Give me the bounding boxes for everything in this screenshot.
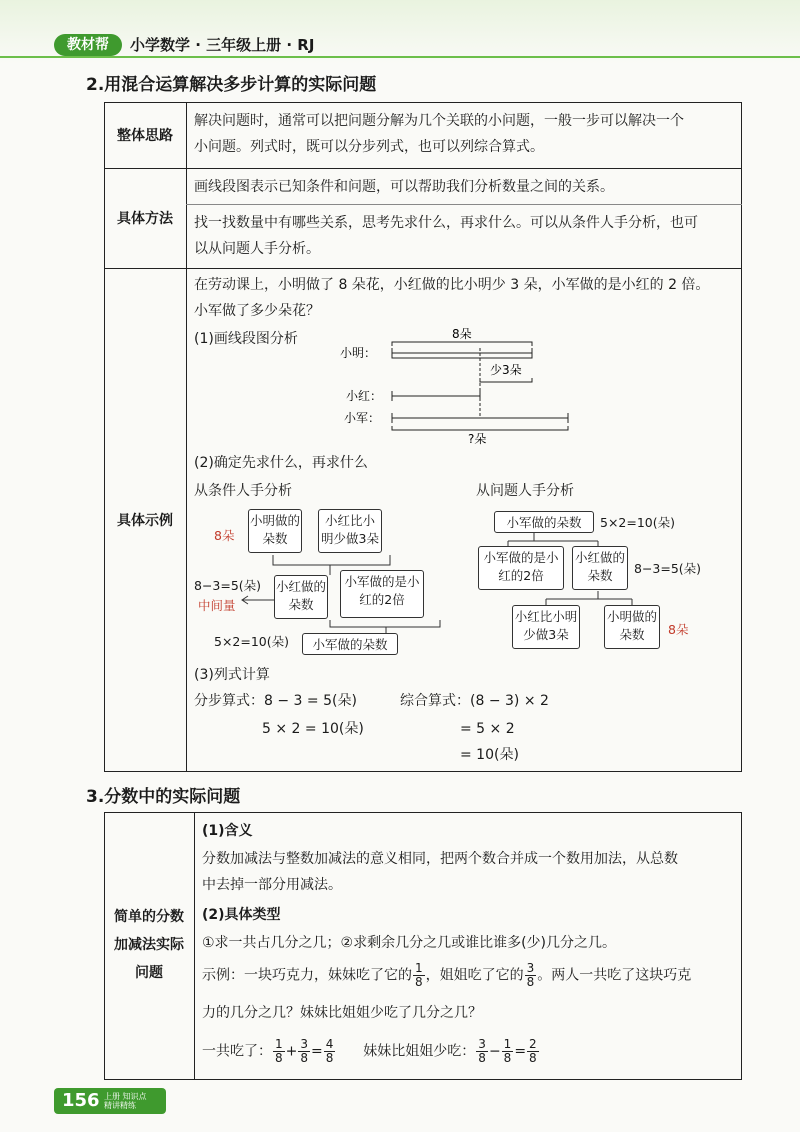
box-r-double [478,546,564,590]
types-text: ①求一共占几分之几；②求剩余几分之几或谁比谁多(少)几分之几。 [202,935,617,951]
equals-sign: = [311,1043,323,1060]
numerator: 3 [526,961,535,975]
left-calc2: 5×2=10(朵) [214,634,290,649]
denominator: 8 [415,975,423,989]
brand-badge: 教材帮 [54,34,122,56]
section2-title: 2.用混合运算解决多步计算的实际问题 [86,75,377,95]
text-line: 上册 知识点 [104,1092,147,1101]
problem-text [194,272,738,324]
label-question: ?朵 [468,432,487,446]
box-double [340,570,424,618]
box-text: 小军做的是小红的2倍 [344,574,420,607]
table-divider [186,102,187,772]
box-text: 小明做的朵数 [606,609,657,642]
overall-text [194,108,738,160]
right-n8: 8朵 [668,622,689,637]
label-xiaohong: 小红： [346,389,383,403]
box-text: 小军做的朵数 [312,637,388,652]
page-number: 156 [62,1090,100,1111]
box-r-less-three [512,605,580,649]
text-line: 找一找数量中有哪些关系，思考先求什么，再求什么。可以从条件人手分析，也可 [194,215,698,231]
header-line [0,56,800,58]
denominator: 8 [526,975,535,989]
answer-line [202,1038,540,1065]
box-xiaoming-count [248,509,302,553]
label-less: 少3朵 [490,363,522,377]
box-xiaojun-count [302,633,398,655]
row-label-method: 具体方法 [117,211,173,227]
text-span: 示例：一块巧克力，妹妹吃了它的 [202,967,412,984]
text-line: 精讲精练 [104,1101,136,1110]
numerator: 3 [300,1037,309,1051]
row-label-example: 具体示例 [117,513,173,529]
method-line-1: 画线段图表示已知条件和问题，可以帮助我们分析数量之间的关系。 [194,179,614,195]
box-xiaohong-count [274,575,328,619]
plus-sign: + [285,1043,298,1060]
text-line: 小问题。列式时，既可以分步列式，也可以列综合算式。 [194,139,544,155]
sub-separator [186,204,742,205]
label-8: 8朵 [452,327,472,341]
section3-title: 3.分数中的实际问题 [86,787,241,807]
right-calc1: 5×2=10(朵) [600,515,676,530]
fraction-4-8 [324,1038,336,1065]
text-span: ，姐姐吃了它的 [425,967,524,984]
section3-label [106,900,192,990]
meaning-text [202,846,740,898]
fraction-1-8 [413,962,425,989]
numerator: 1 [275,1037,283,1051]
step1-heading: (1)画线段图分析 [194,331,298,347]
label-text: 简单的分数加减法实际问题 [114,909,184,981]
brace-8 [392,342,532,346]
left-calc1: 8−3=5(朵) [194,578,262,593]
label-xiaojun: 小军： [344,411,381,425]
fraction-3-8 [476,1038,488,1065]
fraction-1-8 [502,1038,514,1065]
connector [273,555,390,565]
label-xiaoming: 小明： [340,346,377,360]
book-title: 小学数学 · 三年级上册 · RJ [130,36,315,54]
equals-sign: = [514,1043,527,1060]
fraction-1-8 [273,1038,285,1065]
footer-mini-text [104,1092,147,1110]
stepwise-1: 分步算式：8 − 3 = 5(朵) [194,693,357,709]
numerator: 1 [415,961,423,975]
fraction-2-8 [527,1038,539,1065]
text-line: 小军做了多少朵花？ [194,303,320,319]
numerator: 4 [325,1037,334,1051]
denominator: 8 [478,1051,486,1065]
combined-3: = 10(朵) [460,747,519,763]
text-span: 妹妹比姐姐少吃： [363,1043,476,1060]
brace-less [480,378,532,382]
box-text: 小军做的是小红的2倍 [483,550,559,583]
text-span: 一共吃了： [202,1043,272,1060]
numerator: 1 [503,1037,512,1051]
numerator: 2 [529,1037,537,1051]
right-calc2: 8−3=5(朵) [634,561,702,576]
text-line: 中去掉一部分用减法。 [202,877,342,893]
box-text: 小红做的朵数 [574,550,625,583]
header-band [0,0,800,64]
denominator: 8 [275,1051,283,1065]
stepwise-2: 5 × 2 = 10(朵) [262,721,364,737]
row-separator [104,268,742,269]
box-r-xiaojun-count [494,511,594,533]
meaning-heading: (1)含义 [202,823,253,839]
from-question-heading: 从问题人手分析 [476,483,574,499]
row-separator [104,168,742,169]
box-less-three [318,509,382,553]
table-divider [194,812,195,1080]
example-line-1 [202,962,691,989]
fraction-3-8 [298,1038,310,1065]
denominator: 8 [503,1051,512,1065]
minus-sign: − [488,1043,501,1060]
connector [330,620,440,627]
row-label-overall: 整体思路 [117,128,173,144]
box-r-xiaohong-count [572,546,628,590]
segment-diagram [340,326,600,446]
step3-heading: (3)列式计算 [194,667,270,683]
combined-1: 综合算式：(8 − 3) × 2 [400,693,549,709]
box-text: 小红比小明少做3朵 [514,609,578,642]
text-line: 解决问题时，通常可以把问题分解为几个关联的小问题，一般一步可以解决一个 [194,113,684,129]
types-heading: (2)具体类型 [202,907,281,923]
box-r-xiaoming-count [604,605,660,649]
combined-2: = 5 × 2 [460,721,515,737]
brace-question [392,426,568,430]
box-text: 小红比小明少做3朵 [321,513,379,546]
method-text [194,210,738,262]
fraction-3-8 [525,962,537,989]
box-text: 小军做的朵数 [506,515,582,530]
left-n8: 8朵 [214,528,235,543]
text-line: 以从问题人手分析。 [194,241,320,257]
text-line: 在劳动课上，小明做了 8 朵花，小红做的比小明少 3 朵，小军做的是小红的 2 倍。 [194,277,710,293]
numerator: 3 [478,1037,486,1051]
denominator: 8 [529,1051,537,1065]
step2-heading: (2)确定先求什么，再求什么 [194,455,368,471]
denominator: 8 [300,1051,309,1065]
box-text: 小明做的朵数 [249,513,300,546]
mid-quantity-label: 中间量 [198,598,236,613]
example-line-2: 力的几分之几？妹妹比姐姐少吃了几分之几？ [202,1005,482,1021]
text-line: 分数加减法与整数加减法的意义相同，把两个数合并成一个数用加法，从总数 [202,851,678,867]
box-text: 小红做的朵数 [275,579,326,612]
from-condition-heading: 从条件人手分析 [194,483,292,499]
text-span: 。两人一共吃了这块巧克 [537,967,692,984]
denominator: 8 [325,1051,334,1065]
